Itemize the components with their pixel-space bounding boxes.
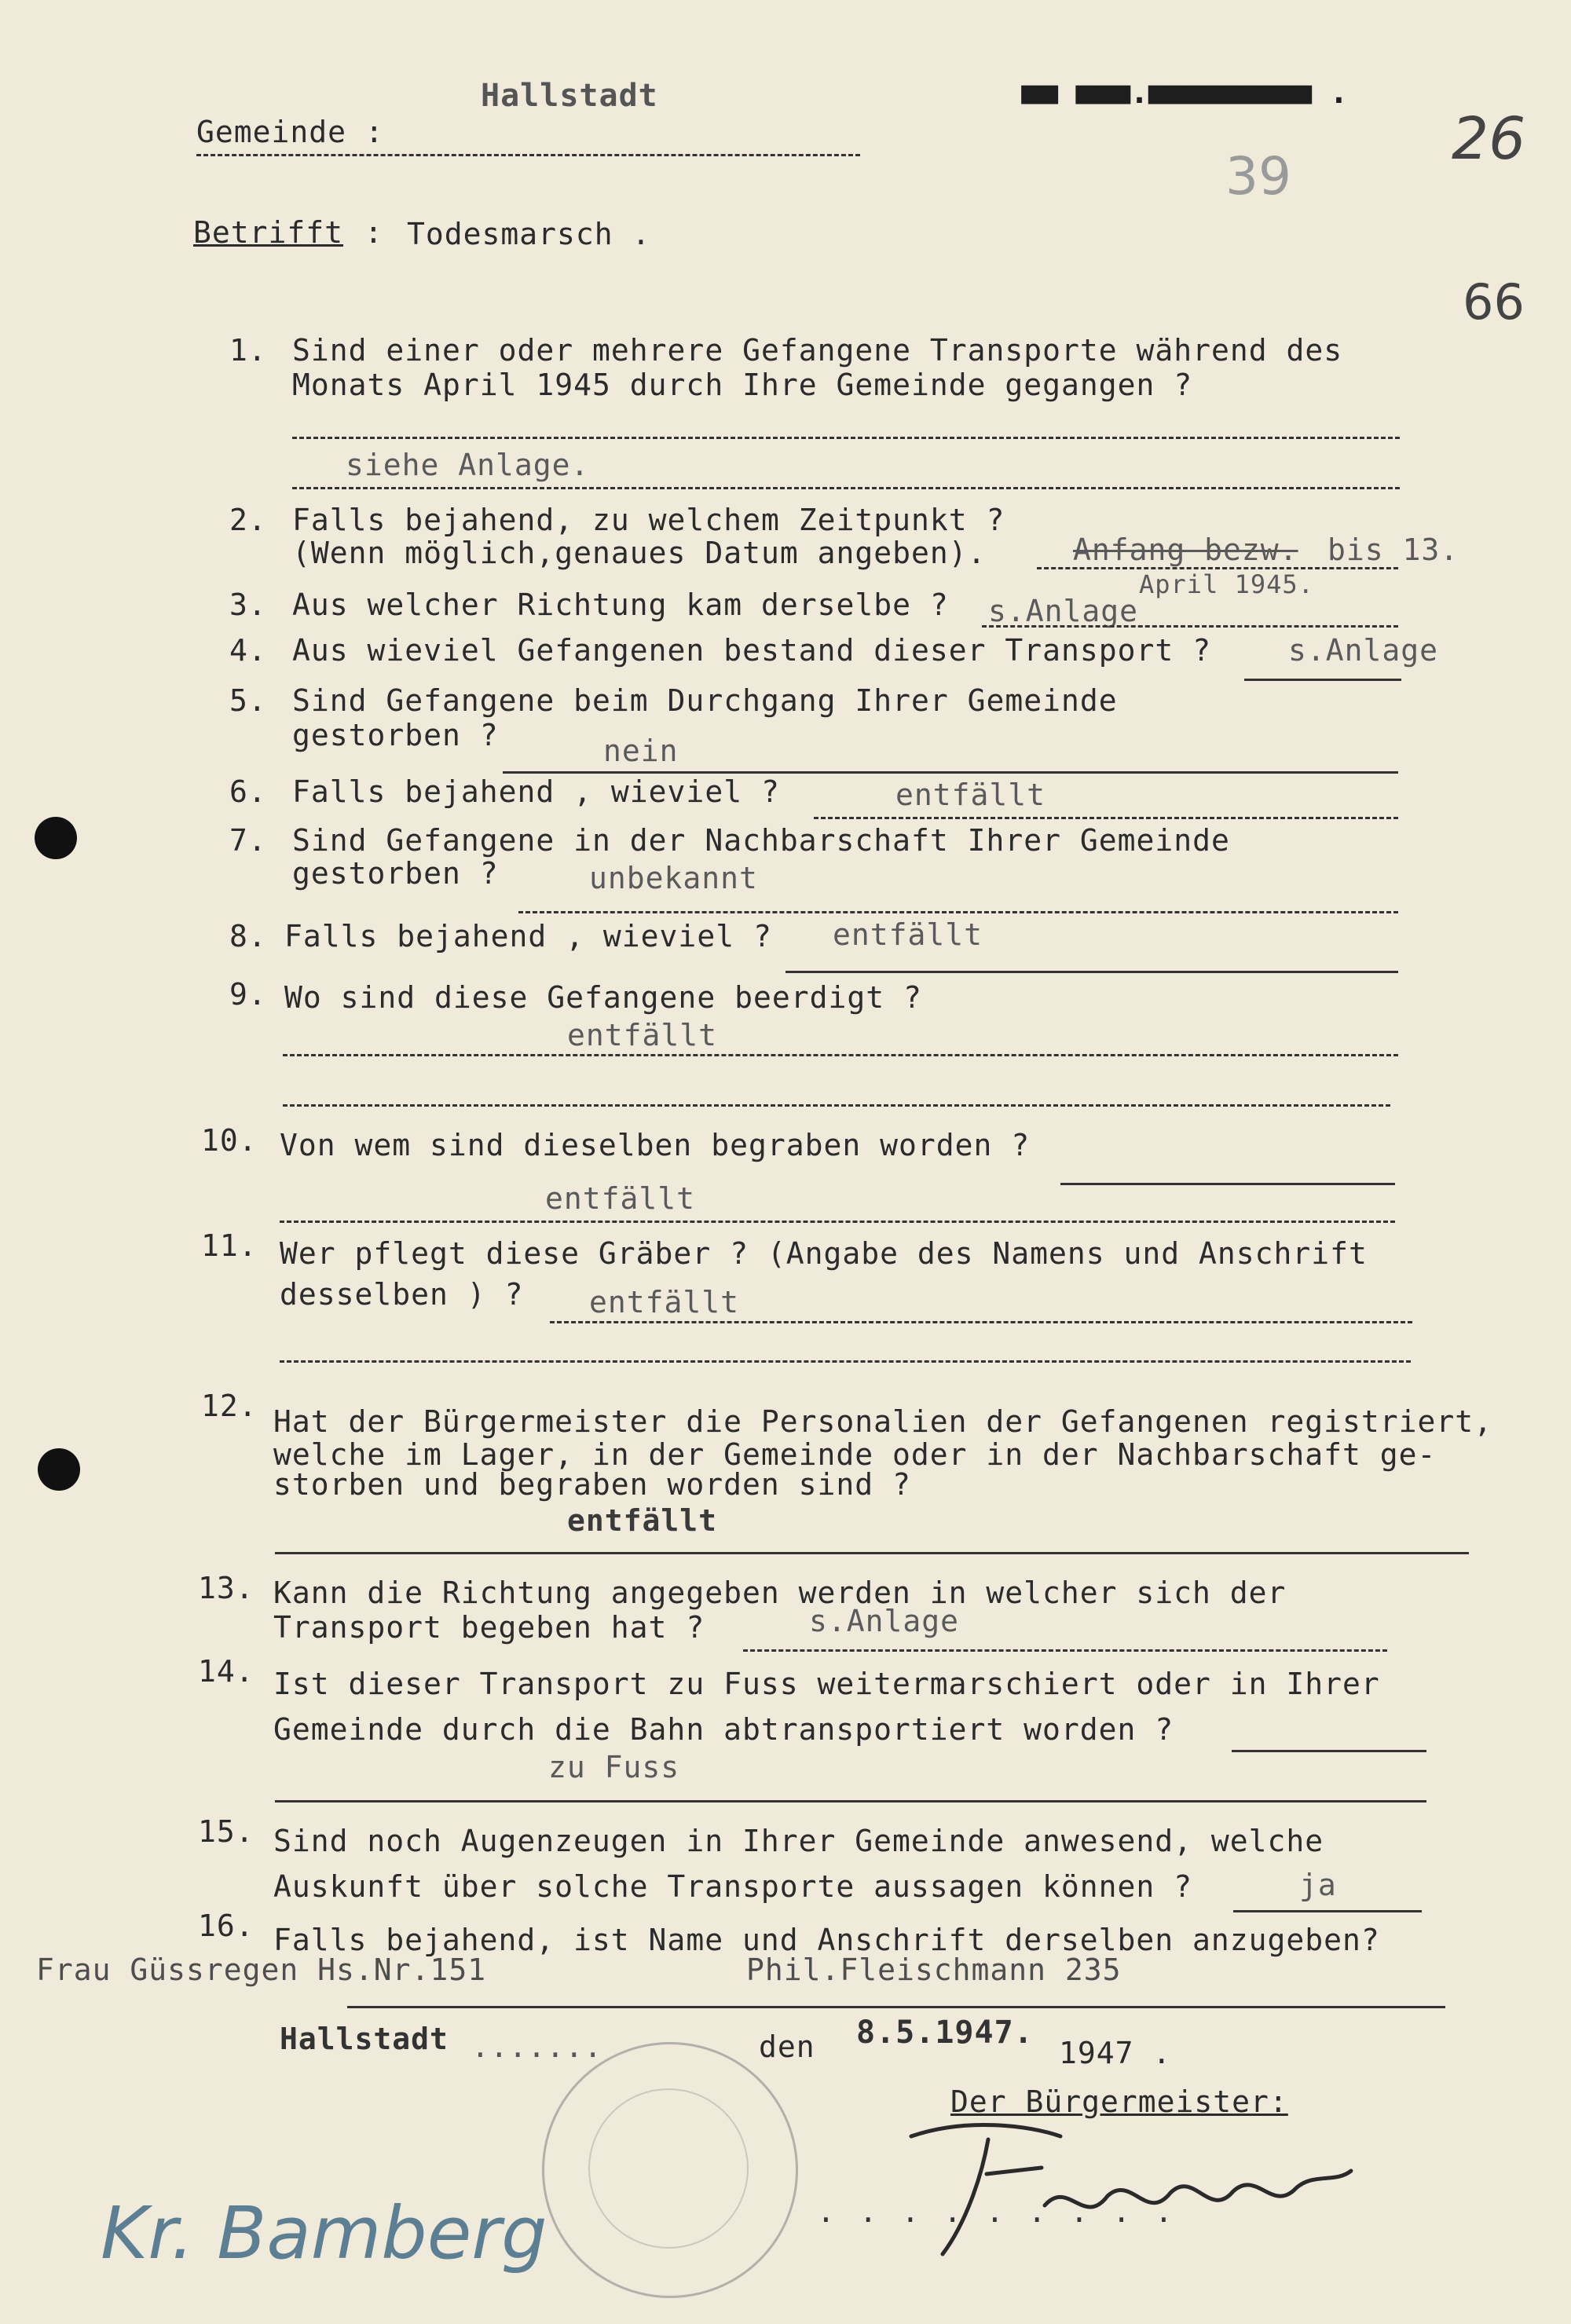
mayor-signature	[895, 2113, 1367, 2270]
answer-1: siehe Anlage.	[346, 448, 590, 482]
municipality-stamp: Hallstadt	[481, 78, 658, 114]
question-3-line-1: Aus welcher Richtung kam derselbe ?	[292, 587, 949, 622]
question-12-line-2: welche im Lager, in der Gemeinde oder in der Nachbarschaft ge-	[273, 1437, 1437, 1472]
answer-14: zu Fuss	[548, 1750, 680, 1784]
municipality-label: Gemeinde :	[196, 115, 384, 149]
municipality-line	[196, 154, 860, 156]
answer-2: bis 13.	[1327, 533, 1459, 567]
question-5-line-1: Sind Gefangene beim Durchgang Ihrer Gemeinde	[292, 683, 1118, 718]
answer-12: entfällt	[567, 1503, 718, 1538]
answer-11: entfällt	[589, 1285, 740, 1319]
question-12-line-3: storben und begraben worden sind ?	[273, 1467, 911, 1502]
question-8-line-1: Falls bejahend , wieviel ?	[284, 919, 772, 953]
question-2-number: 2.	[229, 503, 267, 537]
answer-7: unbekannt	[589, 861, 758, 895]
answer-line	[814, 817, 1398, 819]
answer-line	[275, 1552, 1469, 1554]
archive-number-66: 66	[1463, 273, 1525, 331]
signature-dots: . . . . . . . . .	[817, 2194, 1176, 2229]
archive-number-26: 26	[1452, 105, 1526, 173]
question-16-number: 16.	[198, 1909, 255, 1943]
question-10-number: 10.	[201, 1123, 258, 1158]
question-6-number: 6.	[229, 774, 267, 809]
official-seal	[542, 2042, 798, 2298]
answer-10: entfällt	[545, 1181, 696, 1216]
answer-6: entfällt	[895, 778, 1046, 812]
date-den: den	[759, 2029, 815, 2064]
question-1-line-2: Monats April 1945 durch Ihre Gemeinde gegangen ?	[292, 368, 1193, 402]
question-9-line-1: Wo sind diese Gefangene beerdigt ?	[284, 980, 922, 1015]
question-9-number: 9.	[229, 977, 267, 1012]
question-13-line-2: Transport begeben hat ?	[273, 1610, 705, 1645]
witness-1: Frau Güssregen Hs.Nr.151	[36, 1953, 487, 1987]
question-3-number: 3.	[229, 587, 267, 622]
question-4-line-1: Aus wieviel Gefangenen bestand dieser Transport ?	[292, 633, 1212, 668]
answer-2-struck: Anfang bezw.	[1073, 533, 1298, 567]
mayor-label: Der Bürgermeister:	[950, 2084, 1288, 2119]
answer-line	[280, 1221, 1395, 1223]
redacted-stamp: ■■ ■■■.■■■■■■■■■ .	[1021, 75, 1348, 111]
answer-3: s.Anlage	[988, 594, 1139, 628]
punch-hole	[38, 1448, 80, 1491]
question-10-line-1: Von wem sind dieselben begraben worden ?	[280, 1128, 1031, 1162]
answer-line	[283, 1054, 1398, 1056]
question-1-number: 1.	[229, 333, 267, 368]
answer-line	[1233, 1910, 1422, 1912]
question-6-line-1: Falls bejahend , wieviel ?	[292, 774, 780, 809]
subject-label: Betrifft	[193, 215, 344, 250]
answer-line	[283, 1104, 1390, 1107]
question-7-number: 7.	[229, 823, 267, 858]
answer-line	[550, 1321, 1412, 1323]
answer-line	[1060, 1183, 1395, 1185]
question-2-line-2: (Wenn möglich,genaues Datum angeben).	[292, 536, 987, 570]
answer-line	[275, 1800, 1426, 1802]
question-16-line-1: Falls bejahend, ist Name und Anschrift derselben anzugeben?	[273, 1923, 1380, 1957]
place-dots: .......	[471, 2029, 603, 2064]
answer-4: s.Anlage	[1288, 633, 1439, 668]
question-7-line-2: gestorben ?	[292, 856, 499, 891]
place-name: Hallstadt	[280, 2022, 449, 2056]
question-7-line-1: Sind Gefangene in der Nachbarschaft Ihrer Gemeinde	[292, 823, 1230, 858]
handwritten-district: Kr. Bamberg	[101, 2191, 547, 2275]
witness-2: Phil.Fleischmann 235	[746, 1953, 1122, 1987]
answer-line	[503, 771, 1398, 774]
date-typed: 8.5.1947.	[856, 2015, 1034, 2051]
question-11-line-1: Wer pflegt diese Gräber ? (Angabe des Namens und Anschrift	[280, 1236, 1368, 1271]
question-4-number: 4.	[229, 633, 267, 668]
date-year: 1947 .	[1059, 2036, 1172, 2070]
question-14-number: 14.	[198, 1654, 255, 1689]
punch-hole	[35, 817, 77, 859]
answer-line	[292, 487, 1400, 489]
answer-line	[347, 2006, 1445, 2008]
answer-15: ja	[1299, 1868, 1337, 1902]
question-14-line-1: Ist dieser Transport zu Fuss weitermarschiert oder in Ihrer	[273, 1667, 1380, 1701]
archive-number-39: 39	[1225, 146, 1291, 207]
answer-line	[982, 625, 1398, 628]
answer-line	[518, 911, 1398, 913]
question-15-line-1: Sind noch Augenzeugen in Ihrer Gemeinde anwesend, welche	[273, 1824, 1324, 1858]
question-15-number: 15.	[198, 1814, 255, 1849]
question-5-line-2: gestorben ?	[292, 718, 499, 752]
question-13-number: 13.	[198, 1571, 255, 1605]
answer-2-line-2: April 1945.	[1139, 569, 1314, 599]
question-11-number: 11.	[201, 1228, 258, 1263]
question-8-number: 8.	[229, 919, 267, 953]
answer-8: entfällt	[833, 917, 983, 952]
question-1-line-1: Sind einer oder mehrere Gefangene Transporte während des	[292, 333, 1343, 368]
question-2-line-1: Falls bejahend, zu welchem Zeitpunkt ?	[292, 503, 1005, 537]
question-12-number: 12.	[201, 1389, 258, 1423]
question-12-line-1: Hat der Bürgermeister die Personalien der Gefangenen registriert,	[273, 1404, 1493, 1439]
question-15-line-2: Auskunft über solche Transporte aussagen können ?	[273, 1869, 1193, 1904]
answer-13: s.Anlage	[809, 1604, 960, 1638]
answer-5: nein	[603, 734, 679, 768]
answer-line	[743, 1649, 1387, 1652]
question-13-line-1: Kann die Richtung angegeben werden in welcher sich der	[273, 1576, 1287, 1610]
answer-line	[1232, 1750, 1426, 1752]
answer-line	[292, 437, 1400, 439]
subject-value: Todesmarsch .	[407, 217, 651, 251]
answer-line	[1244, 679, 1401, 681]
subject-separator: :	[364, 215, 383, 250]
question-14-line-2: Gemeinde durch die Bahn abtransportiert worden ?	[273, 1712, 1174, 1747]
answer-9: entfällt	[567, 1018, 718, 1052]
answer-line	[786, 971, 1398, 973]
answer-line	[280, 1360, 1411, 1363]
question-5-number: 5.	[229, 683, 267, 718]
question-11-line-2: desselben ) ?	[280, 1277, 524, 1312]
